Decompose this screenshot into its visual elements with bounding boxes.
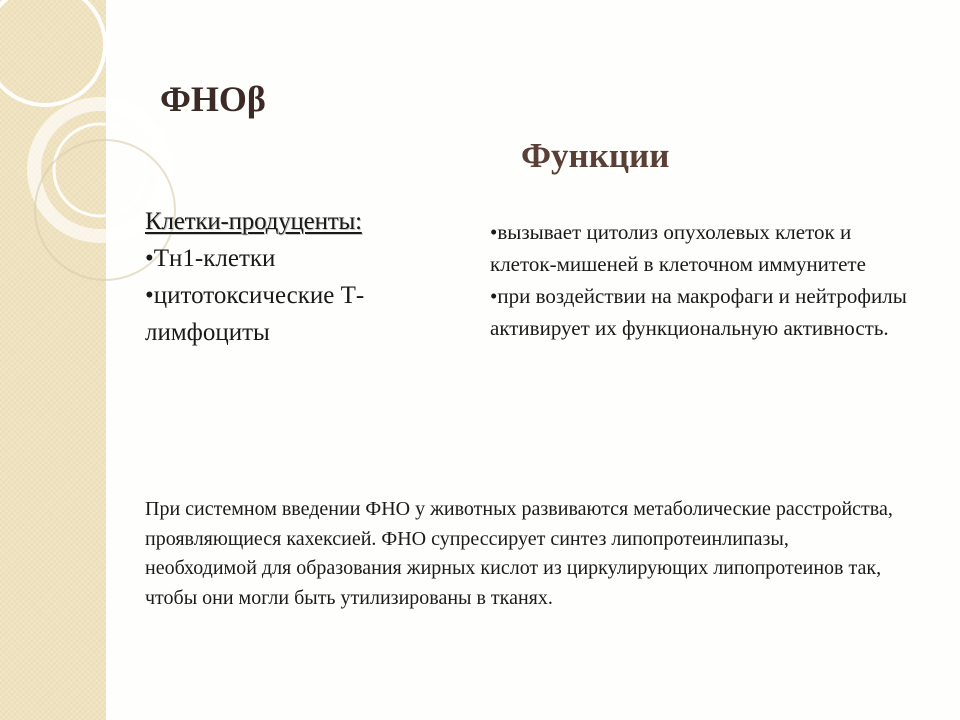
producers-item-th1: •Тн1-клетки: [145, 245, 276, 272]
slide-title: ФНОβ: [160, 79, 266, 119]
cachexia-paragraph: При системном введении ФНО у животных развиваются метаболические расстройства, проявляющиеся кахексией. ФНО супрессирует синтез липопротеинлипазы, необходимой для образования жирных кислот из циркулирующих липопротеинов так, чтобы они могли быть утилизированы в тканях.: [145, 498, 893, 609]
producers-heading: Клетки-продуценты:: [145, 208, 362, 235]
functions-item-activation: •при воздействии на макрофаги и нейтрофилы активирует их функциональную активность.: [490, 284, 907, 340]
producers-block: [145, 203, 475, 351]
side-band: [0, 0, 106, 720]
functions-list: [490, 216, 920, 344]
producers-item-cytotoxic: •цитотоксические Т-лимфоциты: [145, 282, 365, 346]
functions-heading: Функции: [521, 136, 670, 175]
functions-item-cytolysis: •вызывает цитолиз опухолевых клеток и клеток-мишеней в клеточном иммунитете: [490, 220, 866, 276]
